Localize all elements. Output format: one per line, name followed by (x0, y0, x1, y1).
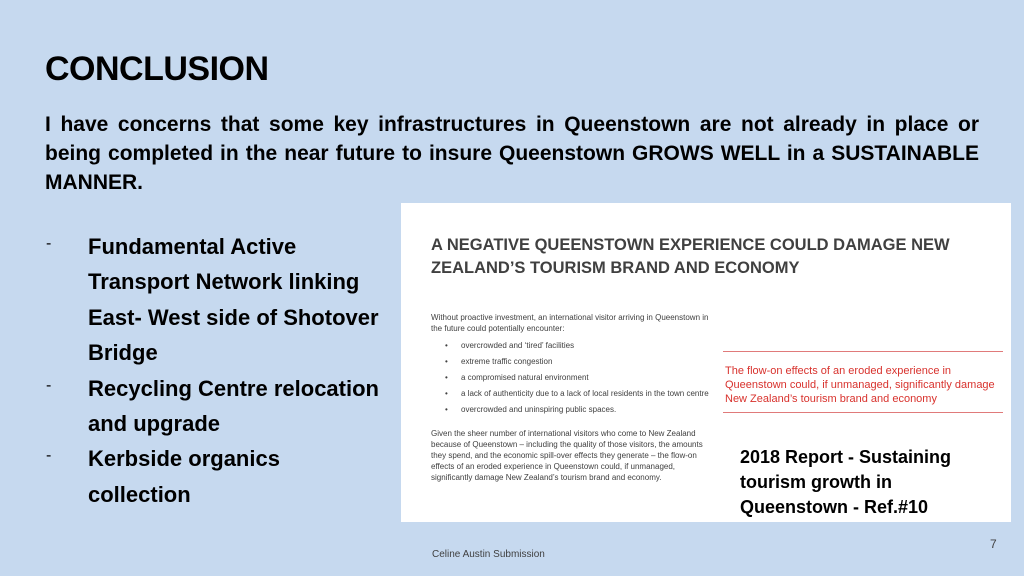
report-caption: 2018 Report - Sustaining tourism growth in Queenstown - Ref.#10 (740, 447, 952, 517)
list-item: • extreme traffic congestion (445, 357, 715, 367)
excerpt-lead: Without proactive investment, an international visitor arriving in Queenstown in the future could potentially encounter: (431, 313, 709, 333)
dash-bullet: - (46, 447, 52, 465)
list-item-text: Recycling Centre relocation and upgrade (88, 375, 379, 437)
excerpt-pull-quote: The flow-on effects of an eroded experience in Queenstown could, if unmanaged, significantly damage New Zealand’s tourism brand and economy (723, 351, 1003, 413)
list-item: • overcrowded and ‘tired’ facilities (445, 341, 715, 351)
intro-paragraph: I have concerns that some key infrastructures in Queenstown are not already in place or being completed in the near future to insure Queenstown GROWS WELL in a SUSTAINABLE MANNER. (45, 113, 979, 194)
list-item: • a lack of authenticity due to a lack of local residents in the town centre (445, 389, 715, 399)
excerpt-list (445, 341, 715, 421)
list-item (45, 229, 385, 371)
excerpt-body: Given the sheer number of international visitors who come to New Zealand because of Queenstown – including the quality of those visitors, the amounts they spend, and the economic spill-over effects they generate – the flow-on effects of an eroded experience in Queenstown could, if unmanaged, significantly damage New Zealand’s tourism brand and economy. (431, 429, 703, 482)
dash-bullet: - (46, 235, 52, 252)
list-item: • overcrowded and uninspiring public spaces. (445, 405, 715, 415)
list-item (45, 441, 385, 512)
concern-list (45, 229, 385, 512)
footer-text: Celine Austin Submission (432, 549, 545, 560)
dash-bullet: - (46, 376, 52, 394)
list-item-text: Kerbside organics collection (88, 446, 280, 507)
list-item-text: Fundamental Active Transport Network linking East- West side of Shotover Bridge (88, 234, 379, 366)
list-item (45, 371, 385, 442)
list-item: • a compromised natural environment (445, 373, 715, 383)
slide-title: CONCLUSION (45, 50, 269, 88)
page-number: 7 (990, 537, 997, 551)
excerpt-heading: A NEGATIVE QUEENSTOWN EXPERIENCE COULD DAMAGE NEW ZEALAND’S TOURISM BRAND AND ECONOMY (431, 236, 950, 277)
